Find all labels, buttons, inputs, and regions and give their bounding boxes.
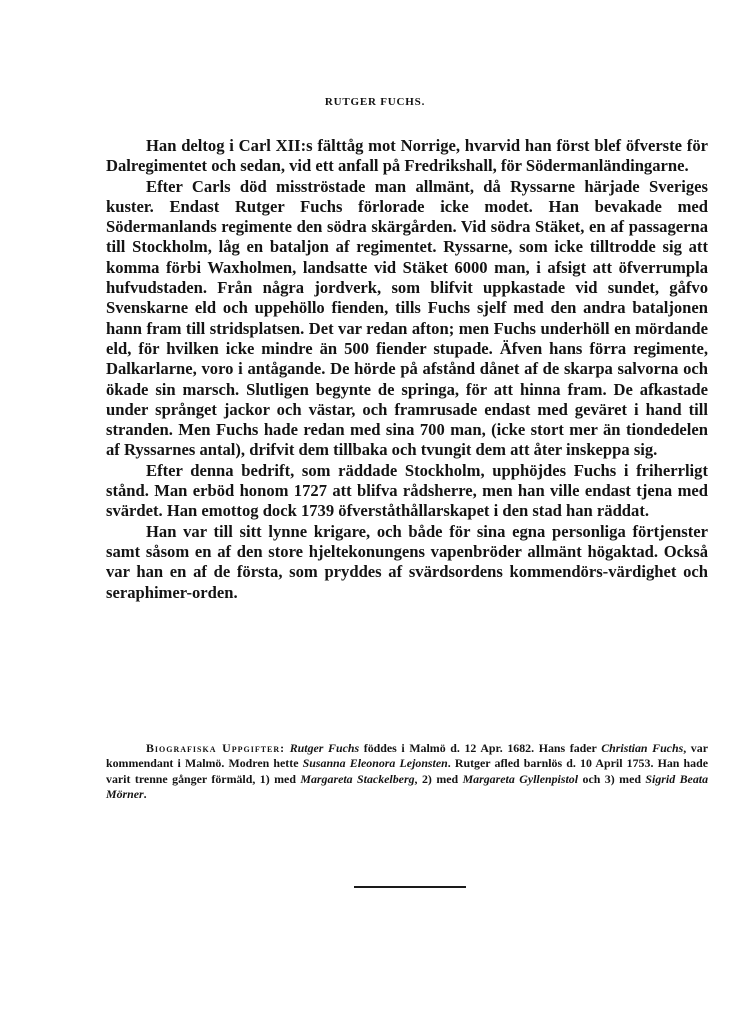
wife-name: Sigrid Beata Mörner xyxy=(106,771,709,802)
running-head: RUTGER FUCHS. xyxy=(324,96,426,108)
footnote-text: . Rutger afled barnlös d. 10 April 1753. Han hade varit trenne gånger förmäld, 1) med xyxy=(106,756,708,786)
paragraph: Efter denna bedrift, som räddade Stockholm, upphöjdes Fuchs i friherrligt stånd. Man erböd honom 1727 att blifva rådsherre, men han ville endast tjena med svärdet. Han emottog dock 1739 öfverståthållarskapet i den stad han räddat. xyxy=(106,460,708,521)
footnote-text: föddes i Malmö d. 12 Apr. 1682. Hans fader xyxy=(359,741,602,755)
mother-name: Susanna Eleonora Lejonsten xyxy=(302,756,448,771)
footnote-paragraph xyxy=(106,741,708,803)
footnote-text: . xyxy=(143,787,147,802)
wife-name: Margareta Gyllenpistol xyxy=(462,771,579,786)
footnote-text: , var kommendant i Malmö. Modren hette xyxy=(106,741,708,771)
father-name: Christian Fuchs xyxy=(601,741,684,755)
paragraph: Han var till sitt lynne krigare, och både för sina egna personliga förtjenster samt såsom en af den store hjeltekonungens vapenbröder allmänt högaktad. Också var han en af de första, som pryddes af svärdsordens kommendörs-värdighet och seraphimer-orden. xyxy=(106,521,708,602)
footnote-label: Biografiska Uppgifter: xyxy=(146,741,286,755)
paragraph: Efter Carls död misströstade man allmänt, då Ryssarne härjade Sveriges kuster. Endast Rutger Fuchs förlorade icke modet. Han bevakade med Södermanlands regimente den södra skärgården. Vid södra Stäket, en af passagerna till Stockholm, låg en bataljon af regimentet. Ryssarne, som icke tilltrodde sig att komma förbi Waxholmen, landsatte vid Stäket 6000 man, i afsigt att öfverrumpla hufvudstaden. Från några jordverk, som blifvit uppkastade vid sundet, gåfvo Svenskarne eld och uppehöllo fienden, tills Fuchs sjelf med den andra bataljonen hann fram till stridsplatsen. Det var redan afton; men Fuchs underhöll en mördande eld, för hvilken icke mindre än 500 fiender stupade. Äfven hans förra regimente, Dalkarlarne, voro i antågande. De hörde på afstånd dånet af de skarpa salvorna och ökade sin marsch. Slutligen begynte de springa, för att hinna fram. De afkastade under språnget jackor och västar, och framrusade endast med geväret i hand till stranden. Men Fuchs hade redan med sina 700 man, (icke stort mer än tiondedelen af Ryssarnes antal), drifvit dem tillbaka och tvungit dem att åter inskeppa sig. xyxy=(106,176,708,460)
biographical-footnote xyxy=(106,741,708,803)
footnote-text: och 3) med xyxy=(578,771,646,786)
main-text xyxy=(106,136,708,603)
footnote-text: , 2) med xyxy=(414,771,463,786)
paragraph: Han deltog i Carl XII:s fälttåg mot Norrige, hvarvid han först blef öfverste för Dalregimentet och sedan, vid ett anfall på Fredrikshall, för Södermanländingarne. xyxy=(106,136,708,176)
subject-name: Rutger Fuchs xyxy=(289,741,360,755)
end-rule xyxy=(354,886,466,888)
wife-name: Margareta Stackelberg xyxy=(300,771,415,786)
